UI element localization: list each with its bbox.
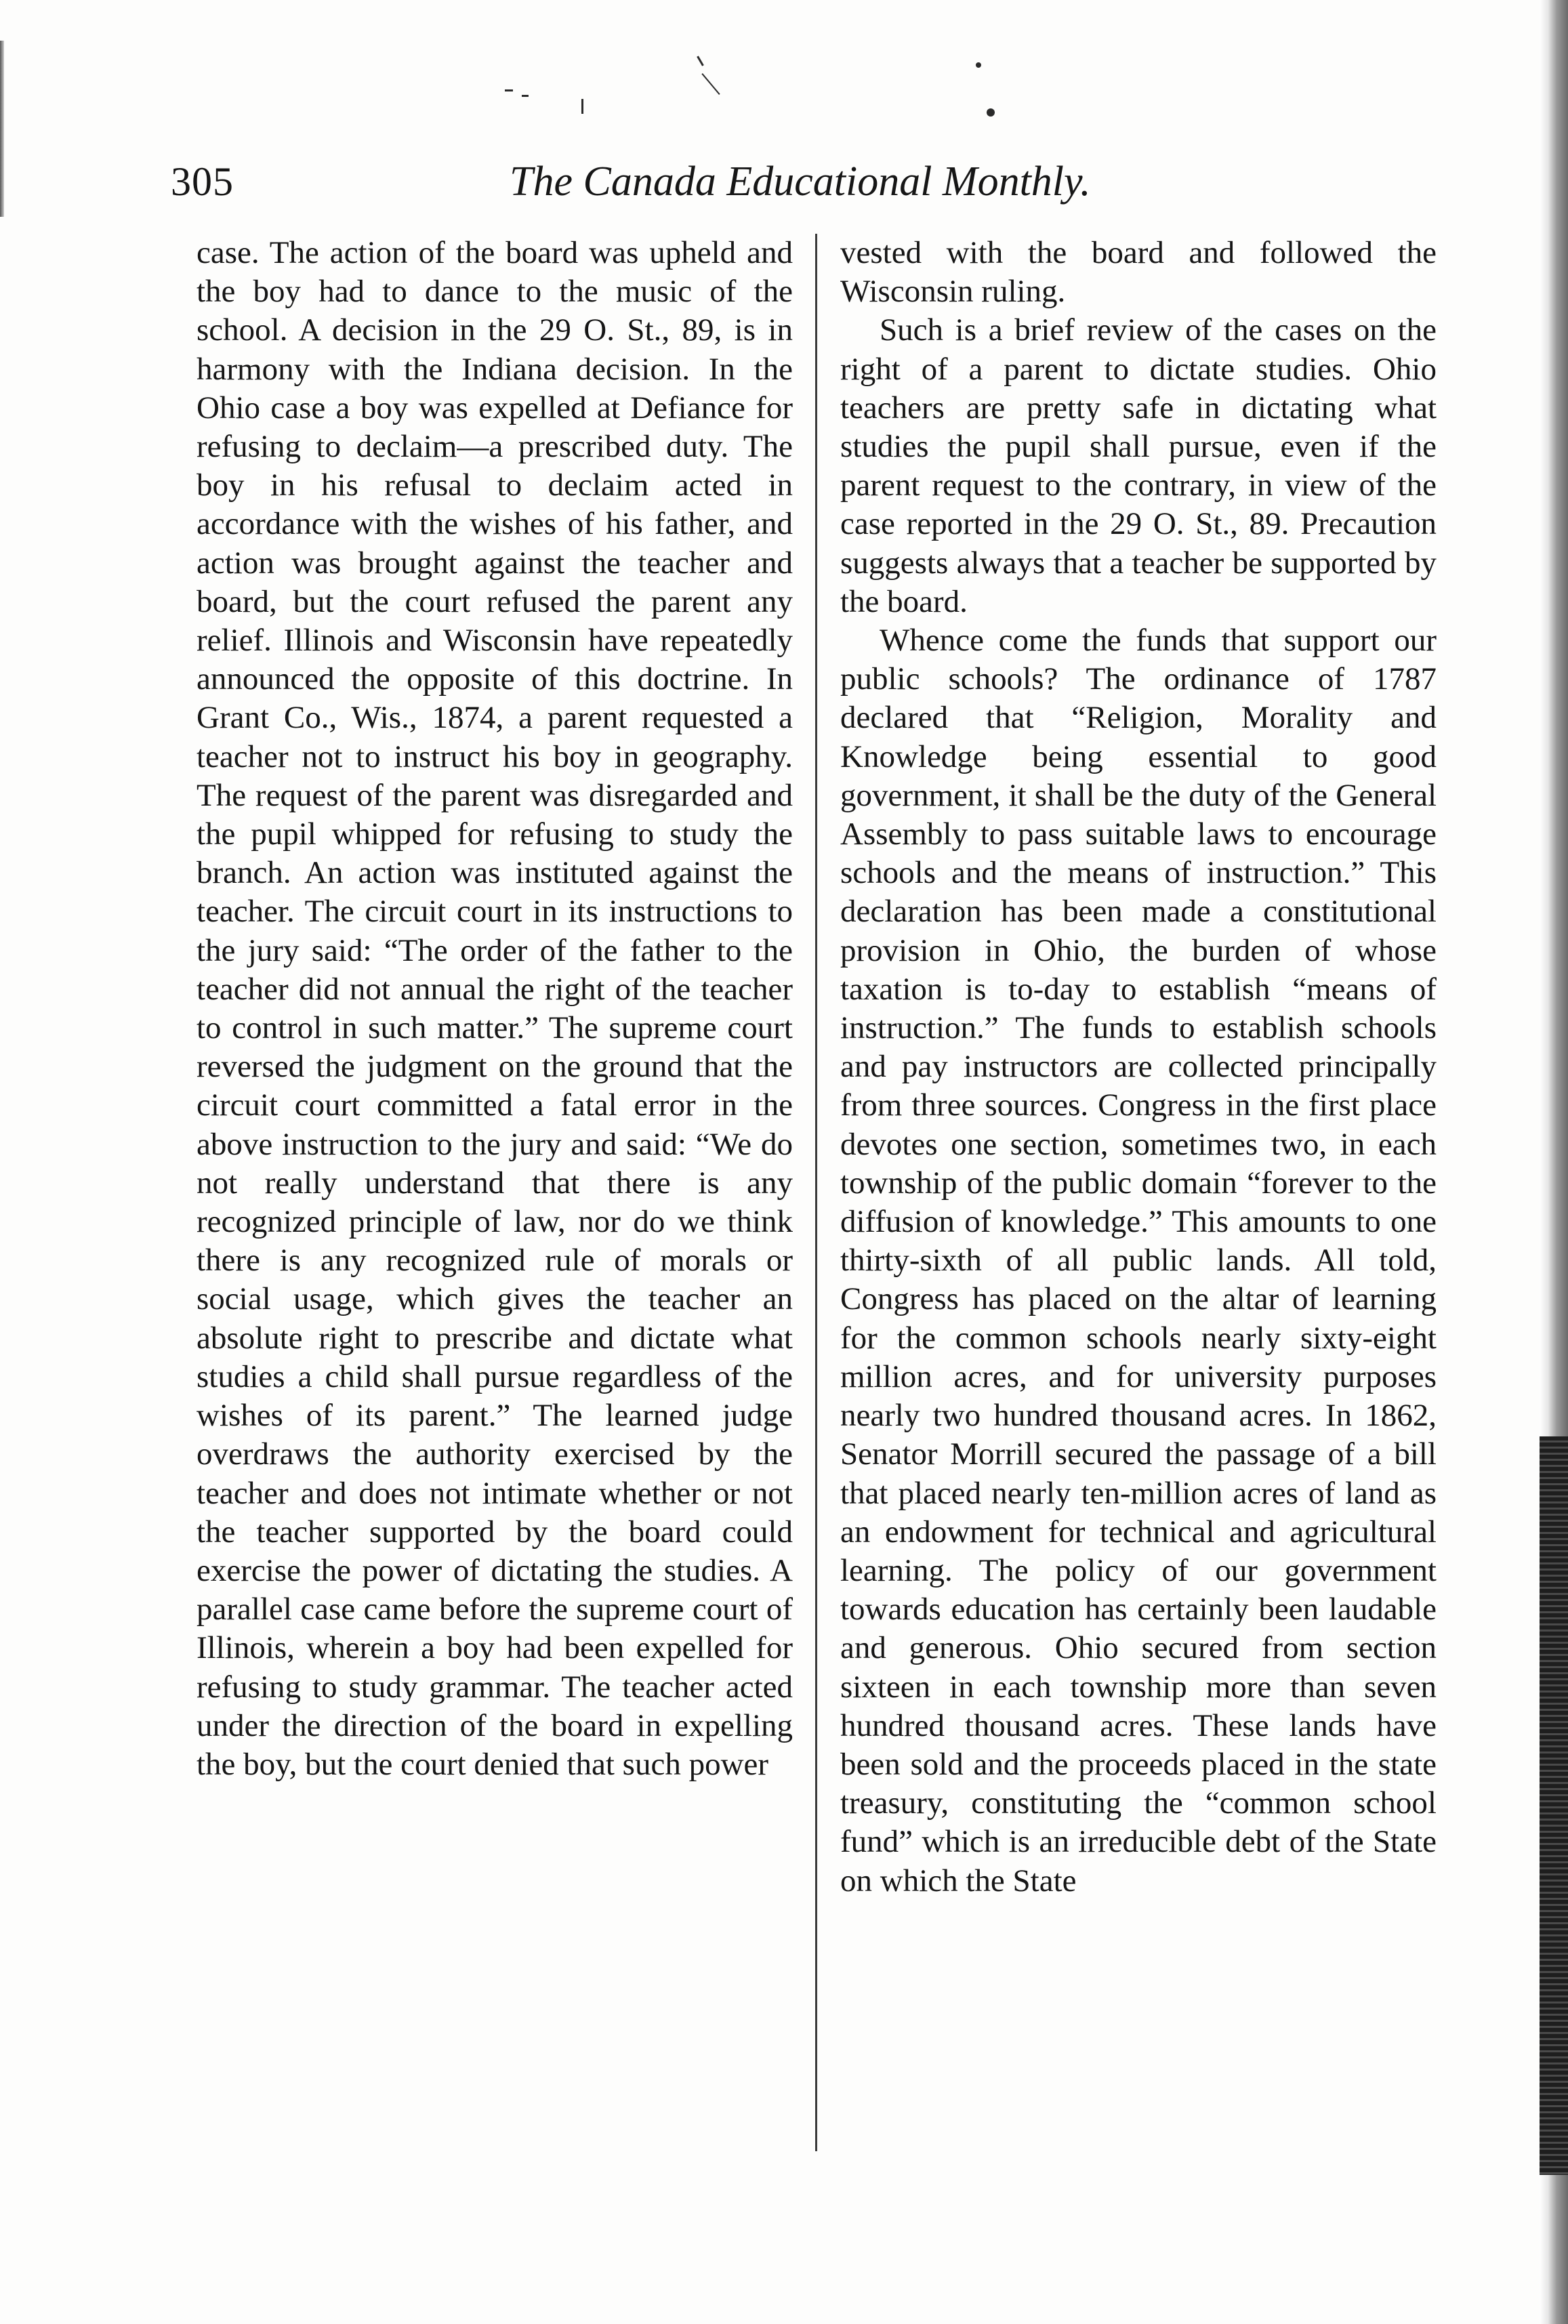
scan-mark <box>522 95 529 97</box>
scan-mark <box>697 56 704 66</box>
right-column <box>840 234 1437 1901</box>
left-column <box>197 234 793 1784</box>
scan-mark <box>505 89 513 91</box>
scan-right-edge-shadow <box>1540 1436 1568 2175</box>
scan-speck <box>987 108 995 117</box>
column-divider <box>815 234 817 2151</box>
page-header <box>171 154 1133 209</box>
running-title: The Canada Educational Monthly. <box>510 159 1091 205</box>
scan-speck <box>976 62 981 68</box>
paragraph: Whence come the funds that support our public schools? The ordinance of 1787 declared that “Religion, Morality and Knowledge being essential to good government, it shall be the duty of the General Assembly to pass suitable laws to encourage schools and the means of instruction.” This declaration has been made a constitutional provision in Ohio, the burden of whose taxation is to-day to establish “means of instruction.” The funds to establish schools and pay instructors are collected principally from three sources. Congress in the first place devotes one section, sometimes two, in each township of the public domain “forever to the diffusion of knowledge.” This amounts to one thirty-sixth of all public lands. All told, Congress has placed on the altar of learning for the common schools nearly sixty-eight million acres, and for university purposes nearly two hundred thousand acres. In 1862, Senator Morrill secured the passage of a bill that placed nearly ten-million acres of land as an endowment for technical and agricultural learning. The policy of our government towards education has certainly been laudable and generous. Ohio secured from section sixteen in each township more than seven hundred thousand acres. These lands have been sold and the proceeds placed in the state treasury, constituting the “common school fund” which is an irreducible debt of the State on which the State <box>840 623 1437 1898</box>
scan-mark <box>701 73 720 95</box>
paragraph: vested with the board and followed the Wisconsin ruling. <box>840 235 1437 310</box>
paragraph: Such is a brief review of the cases on the right of a parent to dictate studies. Ohio teachers are pretty safe in dictating what studies the pupil shall pursue, even if the parent request to the contrary, in view of the case reported in the 29 O. St., 89. Precaution suggests always that a teacher be supported by the board. <box>840 312 1437 619</box>
paragraph: case. The action of the board was upheld and the boy had to dance to the music of the school. A decision in the 29 O. St., 89, is in harmony with the Indiana decision. In the Ohio case a boy was expelled at Defiance for refusing to declaim—a prescribed duty. The boy in his refusal to declaim acted in accordance with the wishes of his father, and action was brought against the teacher and board, but the court refused the parent any relief. Illinois and Wisconsin have repeatedly announced the opposite of this doctrine. In Grant Co., Wis., 1874, a parent requested a teacher not to instruct his boy in geography. The request of the parent was disregarded and the pupil whipped for refusing to study the branch. An action was instituted against the teacher. The circuit court in its instructions to the jury said: “The order of the father to the teacher did not annual the right of the teacher to control in such matter.” The supreme court reversed the judgment on the ground that the circuit court committed a fatal error in the above instruction to the jury and said: “We do not really understand that there is any recognized principle of law, nor do we think there is any recognized rule of morals or social usage, which gives the teacher an absolute right to prescribe and dictate what studies a child shall pursue regardless of the wishes of its parent.” The learned judge overdraws the authority exercised by the teacher and does not intimate whether or not the teacher supported by the board could exercise the power of dictating the studies. A parallel case came before the supreme court of Illinois, wherein a boy had been expelled for refusing to study grammar. The teacher acted under the direction of the board in expelling the boy, but the court denied that such power <box>197 235 793 1782</box>
scan-mark <box>581 99 583 114</box>
page-number: 305 <box>171 159 234 204</box>
scan-left-edge <box>0 41 4 217</box>
